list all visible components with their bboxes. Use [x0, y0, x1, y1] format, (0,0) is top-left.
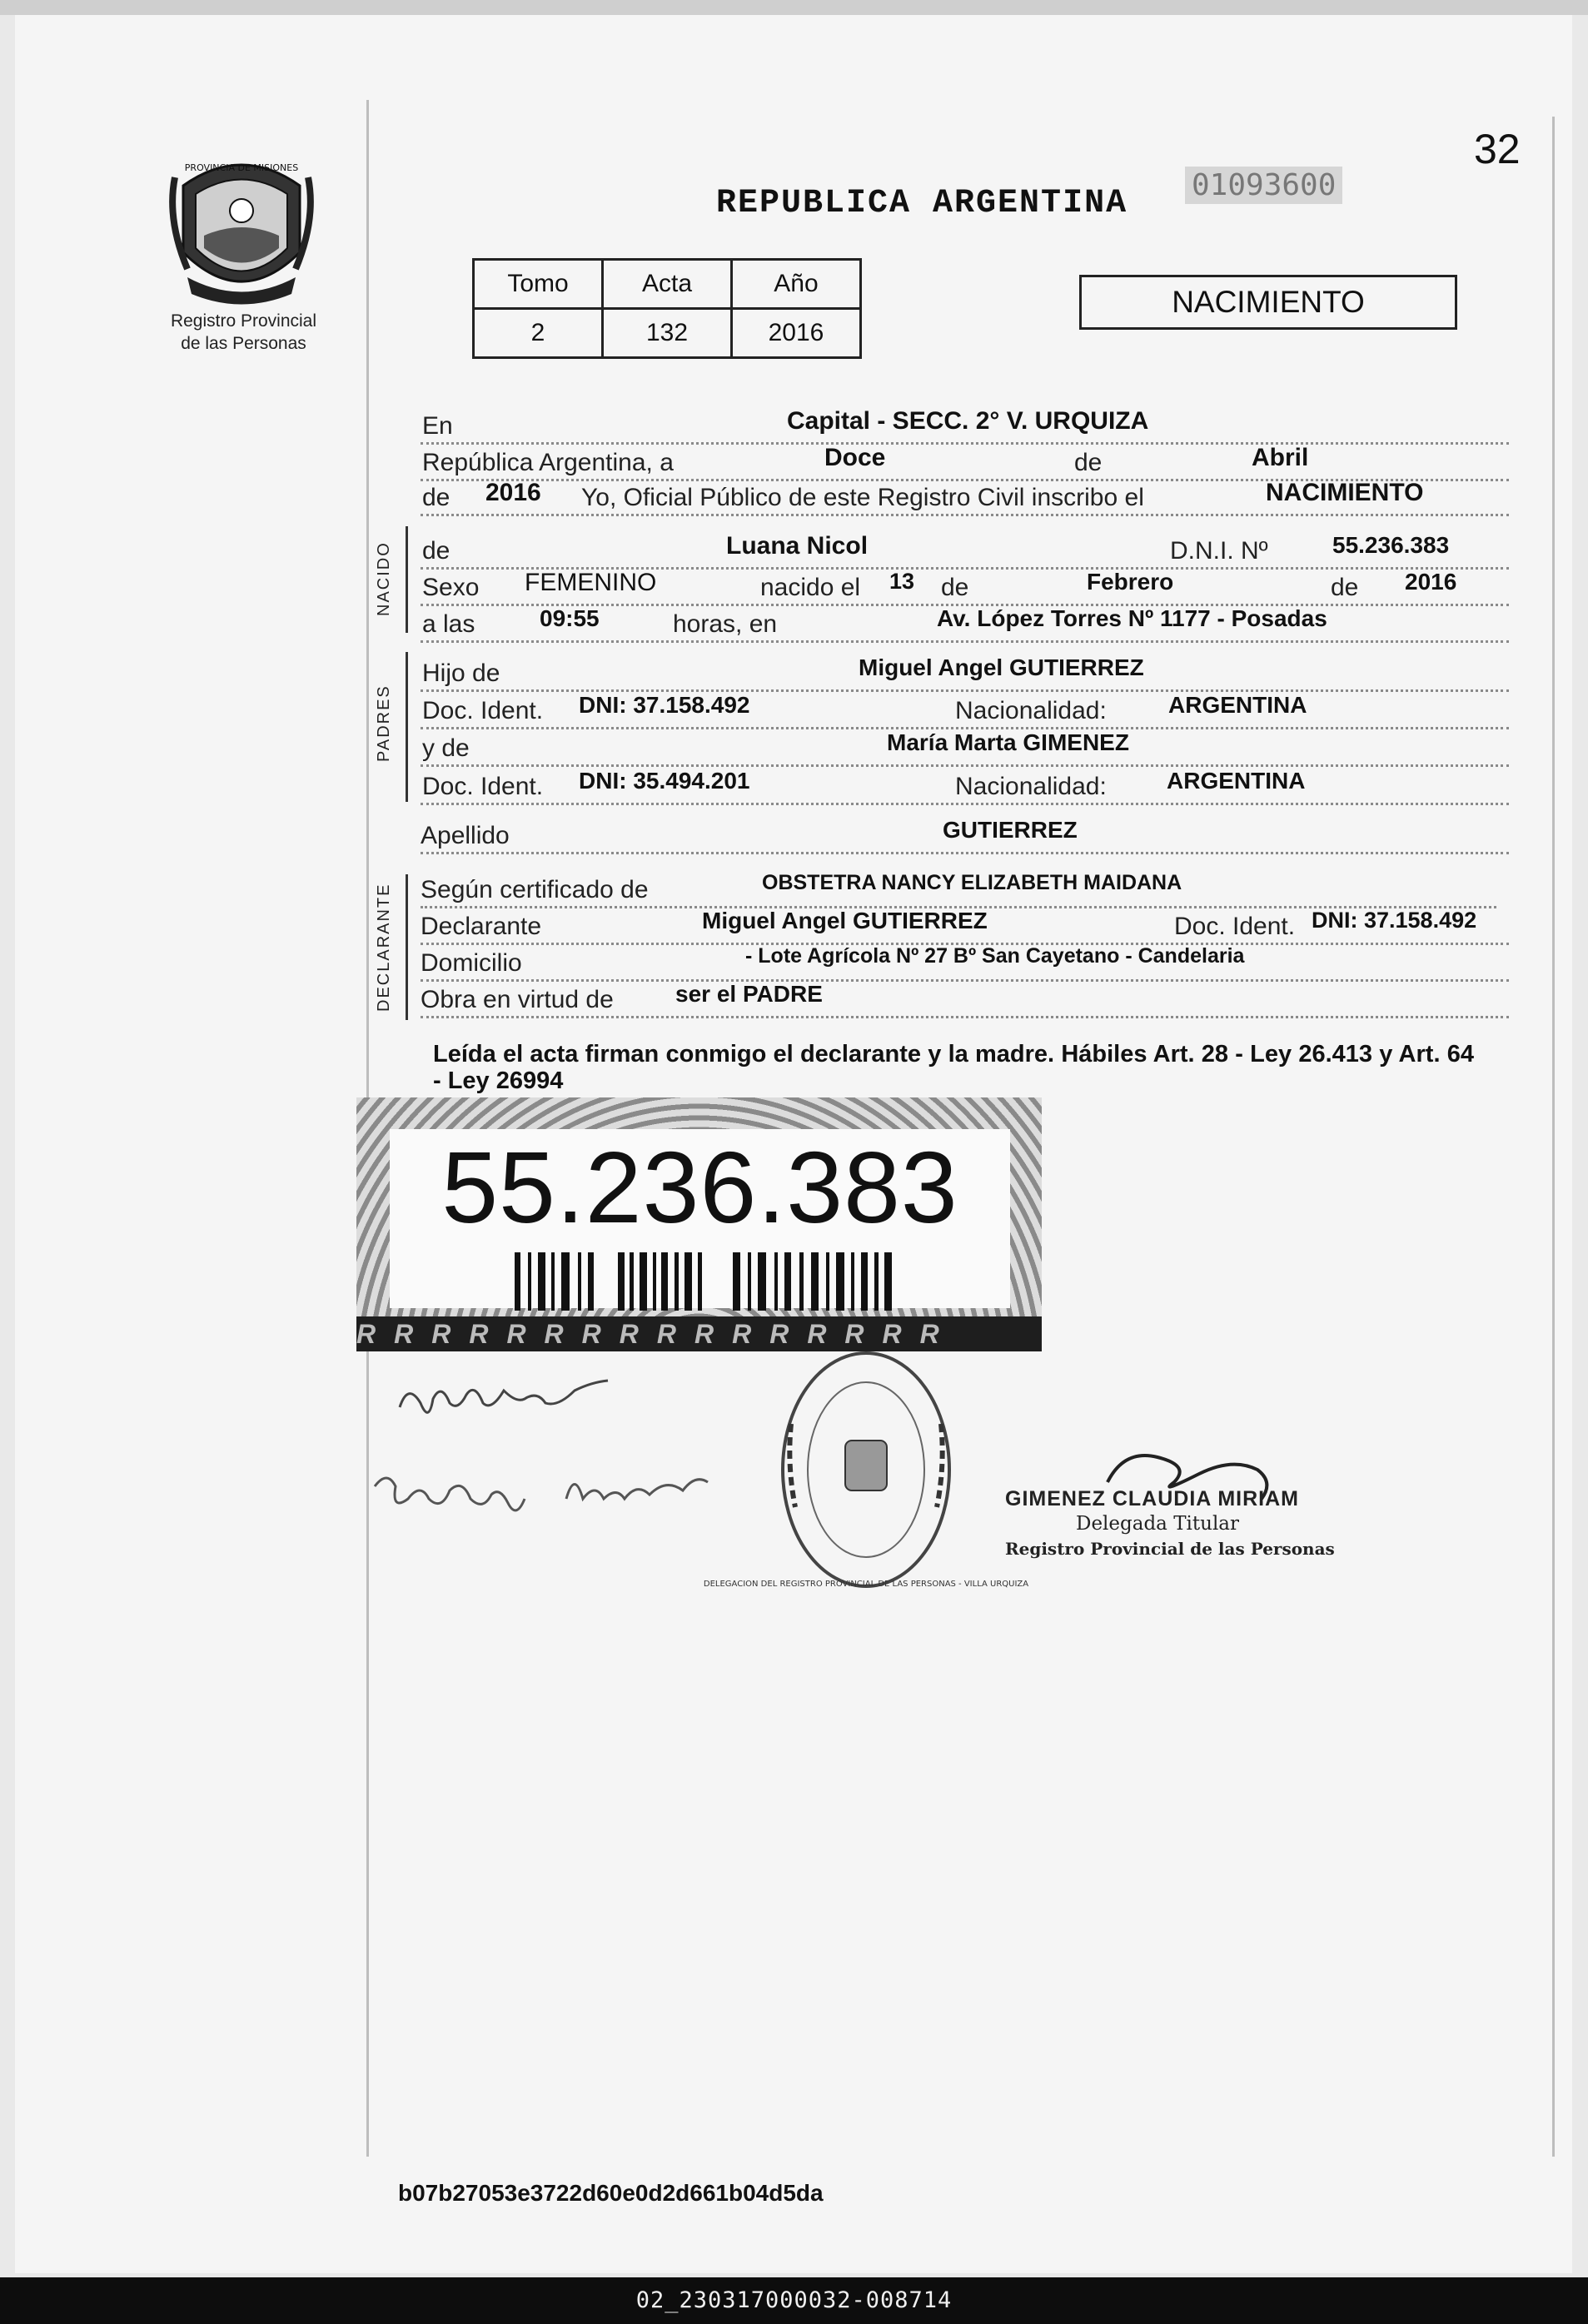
registry-reference-table — [472, 258, 862, 359]
horas-label: horas, en — [673, 610, 778, 638]
stamped-serial-number: 01093600 — [1185, 167, 1342, 204]
mother-signature-icon — [366, 1453, 716, 1528]
birth-time-value: 09:55 — [540, 605, 600, 631]
year-value: 2016 — [485, 479, 541, 506]
right-margin-line — [1552, 117, 1555, 2157]
table-cell-tomo: 2 — [474, 309, 603, 358]
sticker-dni-number: 55.236.383 — [441, 1131, 958, 1244]
padres-bar — [406, 652, 408, 802]
mother-doc-label: Doc. Ident. — [422, 773, 544, 800]
declarante-section-label: DECLARANTE — [375, 883, 393, 1012]
declarante-bar — [406, 874, 408, 1020]
act-type-value: NACIMIENTO — [1266, 479, 1424, 506]
row-father — [421, 654, 1509, 692]
row-surname — [421, 817, 1509, 854]
domicilio-value: - Lote Agrícola Nº 27 Bº San Cayetano - Candelaria — [745, 944, 1245, 968]
domicilio-label: Domicilio — [421, 949, 522, 977]
scan-top-edge — [0, 0, 1588, 15]
emblem-caption: PROVINCIA DE MISIONES — [184, 162, 299, 173]
father-name-value: Miguel Angel GUTIERREZ — [859, 654, 1144, 680]
birth-day-value: 13 — [889, 569, 915, 594]
y-de-label: y de — [422, 734, 470, 762]
republica-label: República Argentina, a — [422, 449, 674, 476]
row-declarant — [421, 908, 1509, 945]
father-signature-icon — [391, 1366, 616, 1432]
declarante-doc-label: Doc. Ident. — [1174, 913, 1296, 940]
row-mother-doc — [421, 768, 1509, 805]
place-value: Capital - SECC. 2° V. URQUIZA — [787, 407, 1149, 435]
declarante-label: Declarante — [421, 913, 542, 940]
seal-caption: DELEGACION DEL REGISTRO PROVINCIAL DE LAS PERSONAS - VILLA URQUIZA — [703, 1580, 1029, 1589]
birth-place-value: Av. López Torres Nº 1177 - Posadas — [937, 605, 1327, 631]
sticker-label — [390, 1129, 1010, 1308]
sticker-security-strip: RRRRRRRRRRRRRRRR — [356, 1316, 1042, 1351]
official-role: Delegada Titular — [1076, 1513, 1240, 1535]
padres-section-label: PADRES — [375, 684, 393, 762]
registry-label-line1: Registro Provincial — [170, 311, 317, 331]
certificado-label: Según certificado de — [421, 876, 649, 903]
nacido-el-label: nacido el — [760, 574, 861, 601]
en-label: En — [422, 412, 453, 440]
father-doc-label: Doc. Ident. — [422, 697, 544, 724]
apellido-label: Apellido — [421, 822, 510, 849]
mother-nationality-label: Nacionalidad: — [955, 773, 1107, 800]
certificado-value: OBSTETRA NANCY ELIZABETH MAIDANA — [762, 871, 1182, 894]
birth-year-value: 2016 — [1405, 569, 1457, 595]
official-seal-icon — [703, 1341, 1029, 1599]
mother-nationality-value: ARGENTINA — [1167, 768, 1306, 794]
dni-sticker — [356, 1097, 1042, 1351]
sexo-value: FEMENINO — [525, 569, 657, 596]
row-sex-birthdate — [421, 569, 1509, 606]
dni-label: D.N.I. Nº — [1170, 537, 1268, 565]
child-name-value: Luana Nicol — [726, 532, 869, 560]
page-number: 32 — [1474, 126, 1521, 172]
official-registry: Registro Provincial de las Personas — [1005, 1539, 1335, 1559]
row-obra — [421, 981, 1509, 1018]
table-header-acta: Acta — [603, 260, 732, 309]
table-cell-acta: 132 — [603, 309, 732, 358]
legal-text: Leída el acta firman conmigo el declarante y la madre. Hábiles Art. 28 - Ley 26.413 y Art. 64 - Ley 26994 — [433, 1041, 1474, 1094]
official-signature-block — [1005, 1486, 1335, 1561]
father-doc-value: DNI: 37.158.492 — [579, 692, 750, 718]
table-header-tomo: Tomo — [474, 260, 603, 309]
de-label: de — [1074, 449, 1103, 476]
document-type-box: NACIMIENTO — [1079, 275, 1457, 330]
nacido-bar — [406, 526, 408, 633]
barcode-icon — [515, 1252, 898, 1311]
hijo-de-label: Hijo de — [422, 659, 500, 687]
de-name-label: de — [422, 537, 451, 565]
table-cell-anio: 2016 — [732, 309, 861, 358]
declarante-value: Miguel Angel GUTIERREZ — [702, 908, 988, 933]
nacido-section-label: NACIDO — [375, 541, 393, 616]
row-name-dni — [421, 532, 1509, 570]
mother-doc-value: DNI: 35.494.201 — [579, 768, 750, 794]
country-title: REPUBLICA ARGENTINA — [716, 185, 1128, 222]
officer-text: Yo, Oficial Público de este Registro Civil inscribo el — [581, 484, 1144, 511]
official-name: GIMENEZ CLAUDIA MIRIAM — [1005, 1487, 1299, 1510]
birth-month-value: Febrero — [1087, 569, 1174, 595]
row-mother — [421, 729, 1509, 767]
declarante-doc-value: DNI: 37.158.492 — [1312, 908, 1477, 933]
row-time-place — [421, 605, 1509, 643]
father-nationality-label: Nacionalidad: — [955, 697, 1107, 724]
registry-label — [150, 310, 337, 355]
de-birth-label-2: de — [1331, 574, 1359, 601]
father-nationality-value: ARGENTINA — [1168, 692, 1307, 718]
row-place — [421, 407, 1509, 445]
document-hash: b07b27053e3722d60e0d2d661b04d5da — [398, 2180, 824, 2206]
scan-footer-label: 02_230317000032-008714 — [0, 2277, 1588, 2324]
registry-label-line2: de las Personas — [181, 334, 306, 353]
surname-value: GUTIERREZ — [943, 817, 1078, 843]
day-value: Doce — [824, 444, 886, 471]
sexo-label: Sexo — [422, 574, 480, 601]
row-date — [421, 444, 1509, 481]
child-dni-value: 55.236.383 — [1332, 532, 1450, 558]
misiones-emblem-icon — [167, 152, 316, 306]
obra-value: ser el PADRE — [675, 981, 823, 1007]
row-year-officer — [421, 479, 1509, 516]
row-certificate — [421, 871, 1496, 908]
de-birth-label: de — [941, 574, 969, 601]
mother-name-value: María Marta GIMENEZ — [887, 729, 1129, 755]
table-header-anio: Año — [732, 260, 861, 309]
row-father-doc — [421, 692, 1509, 729]
a-las-label: a las — [422, 610, 475, 638]
month-value: Abril — [1252, 444, 1309, 471]
row-domicilio — [421, 944, 1509, 982]
obra-label: Obra en virtud de — [421, 986, 614, 1013]
de2-label: de — [422, 484, 451, 511]
